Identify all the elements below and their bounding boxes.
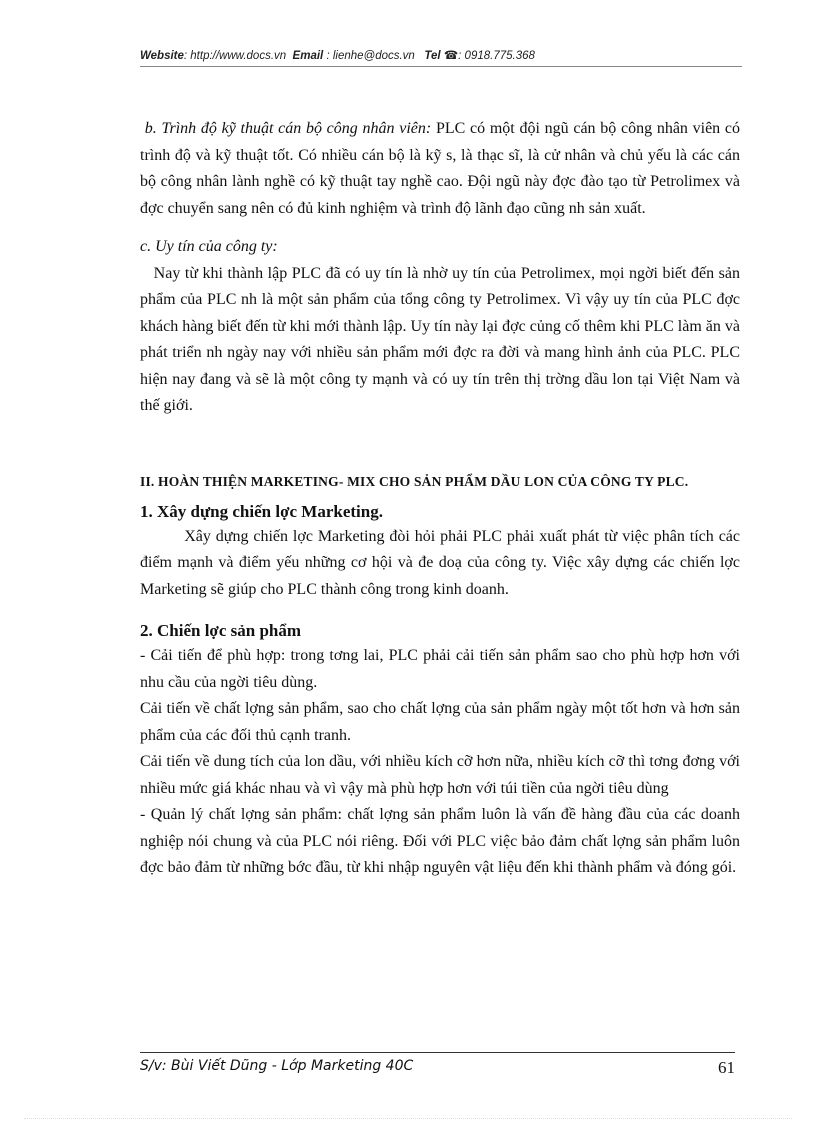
paragraph-technical-level — [140, 116, 740, 222]
product-strategy-heading: 2. Chiến lợc sản phẩm — [140, 621, 302, 640]
paragraph-b-text: PLC có một đội ngũ cán bộ công nhân viên có trình độ và kỹ thuật tốt. Có nhiều cán bộ là kỹ s, là thạc sĩ, là cử nhân và chủ yếu là các cán bộ công nhân lành nghề có kỹ thuật tay nghề cao. Đội ngũ này đợc đào tạo từ Petrolimex và đợc chuyển sang nên có đủ kinh nghiệm và trình độ lãnh đạo cũng nh sản xuất. — [140, 120, 741, 217]
website-label: Website — [140, 50, 184, 62]
product-strategy-item-4: - Quản lý chất lợng sản phẩm: chất lợng sản phẩm luôn là vấn đề hàng đầu của các doanh nghiệp nói chung và của PLC nói riêng. Đối với PLC việc bảo đảm chất lợng sản phẩm luôn đợc bảo đảm từ những bớc đầu, từ khi nhập nguyên vật liệu đến khi thành phẩm và đóng gói. — [140, 806, 740, 876]
footer-author: S/v: Bùi Viết Dũng - Lớp Marketing 40C — [140, 1058, 414, 1074]
email-label: Email — [292, 50, 324, 62]
header-divider — [140, 66, 742, 67]
page-bottom-edge — [24, 1118, 792, 1119]
section-heading-ii: II. HOÀN THIỆN MARKETING- MIX CHO SẢN PHẨM DẦU LON CỦA CÔNG TY PLC. — [140, 473, 689, 489]
paragraph-b-lead: b. Trình độ kỹ thuật cán bộ công nhân viên: — [144, 120, 432, 137]
page-number: 61 — [718, 1058, 735, 1077]
product-strategy-item-1: - Cải tiến để phù hợp: trong tơng lai, PLC phải cải tiến sản phẩm sao cho phù hợp hơn với nhu cầu của ngời tiêu dùng. — [140, 647, 740, 691]
footer-divider — [140, 1052, 735, 1053]
email-address: : lienhe@docs.vn — [326, 50, 415, 62]
page-header — [140, 48, 740, 66]
marketing-strategy-text: Xây dựng chiến lợc Marketing đòi hỏi phải PLC phải xuất phát từ việc phân tích các điểm mạnh và điểm yếu những cơ hội và đe doạ của công ty. Việc xây dựng các chiến lợc Marketing sẽ giúp cho PLC thành công trong kinh doanh. — [140, 527, 741, 598]
tel-label: Tel — [424, 50, 441, 62]
phone-icon: ☎ — [443, 50, 459, 62]
marketing-strategy-heading: 1. Xây dựng chiến lợc Marketing. — [140, 501, 383, 521]
product-strategy-item-3: Cải tiến về dung tích của lon dầu, với nhiều kích cỡ hơn nữa, nhiều kích cỡ thì tơng đơng với nhiều mức giá khác nhau và vì vậy mà phù hợp hơn với túi tiền của ngời tiêu dùng — [140, 753, 740, 797]
company-reputation-heading: c. Uy tín của công ty: — [140, 238, 278, 255]
page-body — [140, 116, 740, 882]
website-url: : http://www.docs.vn — [183, 50, 287, 62]
company-reputation-text: Nay từ khi thành lập PLC đã có uy tín là nhờ uy tín của Petrolimex, mọi ngời biết đến sản phẩm của PLC nh là một sản phẩm của tổng công ty Petrolimex. Vì vậy uy tín của PLC đợc khách hàng biết đến từ khi mới thành lập. Uy tín này lại đợc củng cố thêm khi PLC làm ăn và phát triển nh ngày nay với nhiều sản phẩm mới đợc ra đời và mang hình ảnh của PLC. PLC hiện nay đang và sẽ là một công ty mạnh và có uy tín trên thị trờng dầu lon tại Việt Nam và thế giới. — [140, 264, 741, 414]
tel-number: : 0918.775.368 — [458, 50, 535, 62]
product-strategy-item-2: Cải tiến về chất lợng sản phẩm, sao cho chất lợng của sản phẩm ngày một tốt hơn và hơn sản phẩm của các đối thủ cạnh tranh. — [140, 700, 740, 744]
